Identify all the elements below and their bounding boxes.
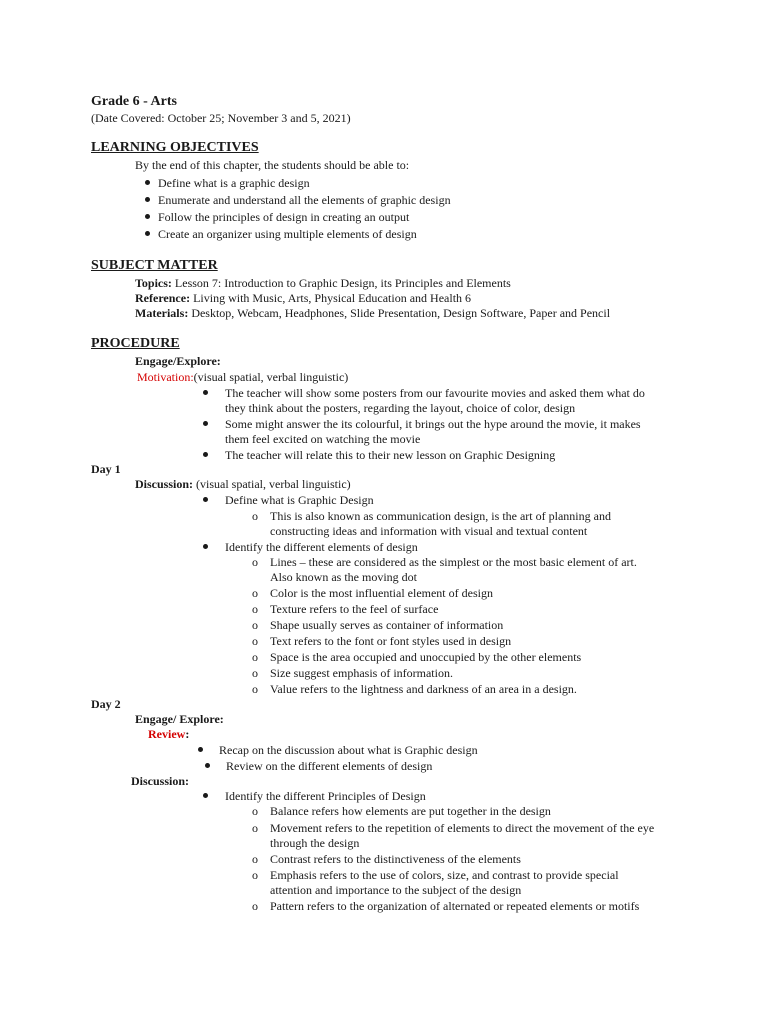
objectives-intro: By the end of this chapter, the students should be able to: [135, 158, 410, 172]
bullet-icon [145, 197, 150, 202]
motivation-item: The teacher will relate this to their new lesson on Graphic Designing [225, 448, 556, 462]
materials-value: Desktop, Webcam, Headphones, Slide Presentation, Design Software, Paper and Pencil [191, 306, 611, 320]
objective-item: Enumerate and understand all the elements of graphic design [158, 193, 451, 207]
day2-discussion-label: Discussion: [131, 774, 190, 788]
day1-label: Day 1 [91, 462, 121, 476]
objective-item: Create an organizer using multiple elements of design [158, 227, 417, 241]
objective-item: Define what is a graphic design [158, 176, 310, 190]
element-item: Texture refers to the feel of surface [270, 602, 439, 616]
principle-item: Movement refers to the repetition of elements to direct the movement of the eye [270, 821, 655, 835]
sub-bullet-icon: o [252, 821, 258, 835]
topics-value: Lesson 7: Introduction to Graphic Design, its Principles and Elements [174, 276, 511, 290]
bullet-icon [203, 390, 208, 395]
bullet-icon [145, 180, 150, 185]
bullet-icon [203, 793, 208, 798]
sub-bullet-icon: o [252, 852, 258, 866]
sub-bullet-icon: o [252, 899, 258, 913]
motivation-item: they think about the posters, regarding the layout, choice of color, design [225, 401, 576, 415]
day2-label: Day 2 [91, 697, 121, 711]
principle-item: Contrast refers to the distinctiveness of the elements [270, 852, 521, 866]
principle-item: Emphasis refers to the use of colors, size, and contrast to provide special [270, 868, 619, 882]
day2-engage-label: Engage/ Explore: [135, 712, 224, 726]
subject-matter-heading: SUBJECT MATTER [91, 258, 218, 273]
review-line [148, 726, 189, 742]
sub-bullet-icon: o [252, 634, 258, 648]
document-title: Grade 6 - Arts [91, 94, 177, 109]
motivation-note: (visual spatial, verbal linguistic) [193, 370, 349, 384]
bullet-icon [203, 421, 208, 426]
sub-bullet-icon: o [252, 618, 258, 632]
element-item: Space is the area occupied and unoccupied by the other elements [270, 650, 582, 664]
principle-item: attention and importance to the subject of the design [270, 883, 522, 897]
reference-value: Living with Music, Arts, Physical Education and Health 6 [193, 291, 472, 305]
sub-bullet-icon: o [252, 804, 258, 818]
reference-label: Reference: [135, 291, 191, 305]
sub-bullet-icon: o [252, 868, 258, 882]
identify-principles: Identify the different Principles of Design [225, 789, 426, 803]
element-item: Text refers to the font or font styles used in design [270, 634, 512, 648]
bullet-icon [203, 497, 208, 502]
element-item: Lines – these are considered as the simplest or the most basic element of art. [270, 555, 637, 569]
topics-label: Topics: [135, 276, 172, 290]
bullet-icon [145, 214, 150, 219]
principle-item: through the design [270, 836, 360, 850]
motivation-item: Some might answer the its colourful, it brings out the hype around the movie, it makes [225, 417, 641, 431]
engage-explore-label: Engage/Explore: [135, 354, 221, 368]
define-sub-item: This is also known as communication design, is the art of planning and [270, 509, 611, 523]
bullet-icon [198, 747, 203, 752]
bullet-icon [145, 231, 150, 236]
materials-line [135, 305, 610, 321]
element-item: Size suggest emphasis of information. [270, 666, 453, 680]
element-item: Value refers to the lightness and darkness of an area in a design. [270, 682, 577, 696]
bullet-icon [205, 763, 210, 768]
sub-bullet-icon: o [252, 666, 258, 680]
identify-elements: Identify the different elements of design [225, 540, 418, 554]
procedure-heading: PROCEDURE [91, 336, 180, 351]
date-covered: (Date Covered: October 25; November 3 and 5, 2021) [91, 111, 351, 125]
motivation-item: The teacher will show some posters from our favourite movies and asked them what do [225, 386, 645, 400]
motivation-item: them feel excited on watching the movie [225, 432, 421, 446]
bullet-icon [203, 452, 208, 457]
materials-label: Materials: [135, 306, 189, 320]
sub-bullet-icon: o [252, 555, 258, 569]
topics-line [135, 275, 511, 291]
discussion-note: (visual spatial, verbal linguistic) [196, 477, 351, 491]
objectives-heading: LEARNING OBJECTIVES [91, 140, 259, 155]
sub-bullet-icon: o [252, 682, 258, 696]
review-item: Recap on the discussion about what is Graphic design [219, 743, 478, 757]
define-graphic-design: Define what is Graphic Design [225, 493, 374, 507]
principle-item: Balance refers how elements are put together in the design [270, 804, 551, 818]
review-colon: : [185, 727, 190, 741]
motivation-line [137, 369, 348, 385]
motivation-label: Motivation: [137, 370, 194, 384]
sub-bullet-icon: o [252, 509, 258, 523]
sub-bullet-icon: o [252, 650, 258, 664]
element-item: Also known as the moving dot [270, 570, 417, 584]
principle-item: Pattern refers to the organization of alternated or repeated elements or motifs [270, 899, 640, 913]
sub-bullet-icon: o [252, 602, 258, 616]
reference-line [135, 290, 471, 306]
review-label: Review [148, 727, 186, 741]
element-item: Color is the most influential element of design [270, 586, 493, 600]
review-item: Review on the different elements of design [226, 759, 433, 773]
bullet-icon [203, 544, 208, 549]
define-sub-item: constructing ideas and information with visual and textual content [270, 524, 588, 538]
discussion-label: Discussion: [135, 477, 194, 491]
sub-bullet-icon: o [252, 586, 258, 600]
element-item: Shape usually serves as container of information [270, 618, 504, 632]
day1-discussion-line [135, 476, 351, 492]
objective-item: Follow the principles of design in creating an output [158, 210, 410, 224]
